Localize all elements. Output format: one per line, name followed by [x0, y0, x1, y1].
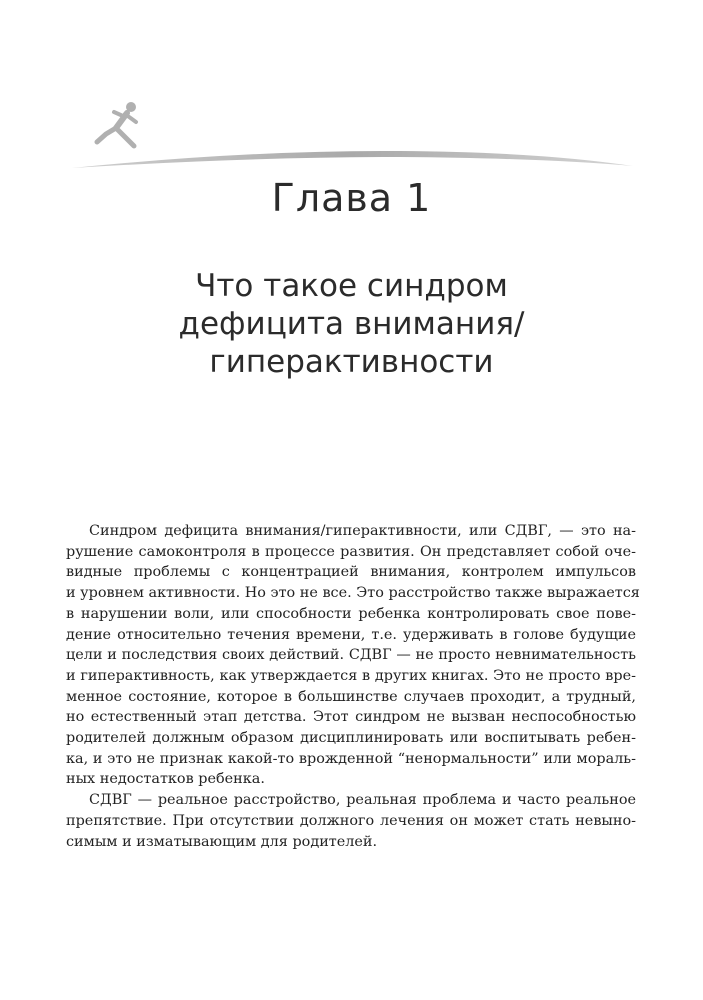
text-line: в нарушении воли, или способности ребенка контролировать свое пове-	[66, 605, 636, 622]
text-line: и гиперактивность, как утверждается в других книгах. Это не просто вре-	[66, 667, 636, 684]
paragraph	[66, 790, 636, 852]
chapter-title-line: дефицита внимания/	[178, 306, 525, 342]
chapter-title-line: Что такое синдром	[195, 268, 508, 304]
decorative-swoosh-divider	[70, 146, 635, 176]
chapter-title	[0, 267, 703, 381]
text-line: СДВГ — реальное расстройство, реальная проблема и часто реальное	[89, 792, 636, 809]
text-line: симым и изматывающим для родителей.	[66, 833, 378, 850]
text-line: родителей должным образом дисциплинировать или воспитывать ребен-	[66, 730, 636, 747]
text-line: ка, и это не признак какой-то врожденной “ненормальности” или мораль-	[66, 750, 636, 767]
text-line: рушение самоконтроля в процессе развития. Он представляет собой оче-	[66, 543, 636, 560]
text-line: препятствие. При отсутствии должного лечения он может стать невыно-	[66, 812, 636, 829]
text-line: видные проблемы с концентрацией внимания, контролем импульсов	[66, 564, 636, 581]
text-line: менное состояние, которое в большинстве случаев проходит, а трудный,	[66, 688, 636, 705]
text-line: ных недостатков ребенка.	[66, 771, 265, 788]
text-line: цели и последствия своих действий. СДВГ — не просто невнимательность	[66, 647, 636, 664]
chapter-title-line: гиперактивности	[209, 344, 494, 380]
text-line: и уровнем активности. Но это не все. Это расстройство также выражается	[66, 585, 640, 602]
text-line: дение относительно течения времени, т.е. удерживать в голове будущие	[66, 626, 636, 643]
chapter-label: Глава 1	[271, 176, 432, 220]
text-line: Синдром дефицита внимания/гиперактивности, или СДВГ, — это на-	[89, 523, 636, 539]
text-line: но естественный этап детства. Этот синдром не вызван неспособностью	[66, 709, 636, 726]
paragraph	[66, 521, 640, 790]
body-text	[66, 521, 640, 852]
